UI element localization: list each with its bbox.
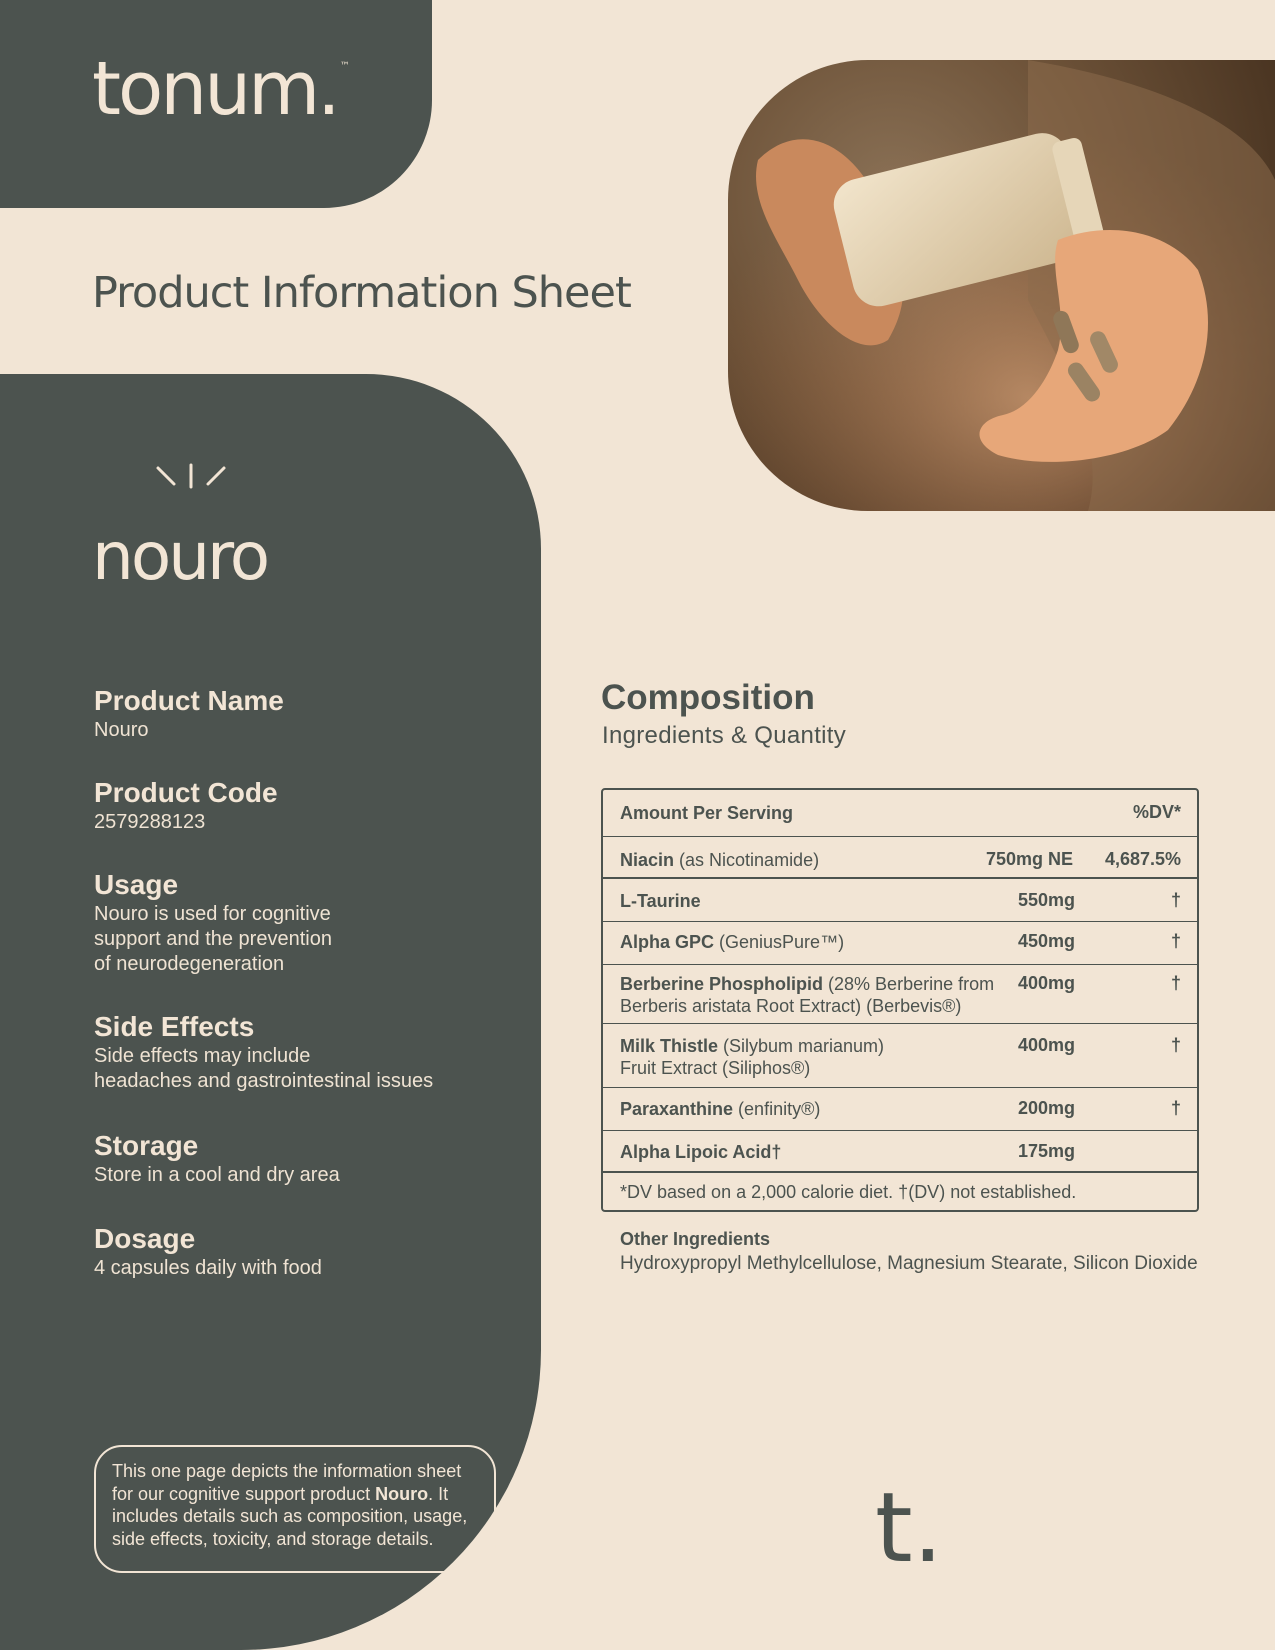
info-value: Nouro — [94, 719, 149, 741]
note-text-end: . It includes details such as composition, usage, side effects, toxicity, and storage details. — [112, 1483, 468, 1549]
product-info-list — [94, 684, 514, 1281]
note-product-name: Nouro — [375, 1483, 429, 1504]
info-dosage — [94, 1222, 514, 1281]
composition-subtitle: Ingredients & Quantity — [602, 722, 847, 749]
ingredient-amount: 175mg — [1018, 1141, 1076, 1161]
info-side-effects — [94, 1010, 514, 1129]
ingredient-dv: † — [1170, 1098, 1181, 1118]
amount-per-serving-label: Amount Per Serving — [620, 803, 794, 823]
info-label: Side Effects — [94, 1011, 255, 1042]
ingredient-detail: (GeniusPure™) — [714, 932, 845, 952]
ingredient-detail: (28% Berberine from Berberis aristata Root Extract) (Berbevis®) — [620, 974, 995, 1016]
ingredient-name: Paraxanthine — [620, 1099, 734, 1119]
info-label: Product Code — [94, 777, 278, 808]
footer-brand-mark: t. — [875, 1472, 944, 1584]
info-label: Usage — [94, 869, 179, 900]
table-row — [603, 837, 1197, 879]
ingredient-dv: † — [1170, 931, 1181, 951]
brand-header-block — [0, 0, 432, 208]
ingredient-amount: 450mg — [1018, 931, 1076, 951]
note-text: This one page depicts the information sheet for our cognitive support product — [112, 1461, 462, 1504]
info-usage — [94, 868, 514, 1010]
table-row — [603, 1131, 1197, 1173]
info-value: Store in a cool and dry area — [94, 1164, 340, 1186]
ingredient-amount: 200mg — [1018, 1098, 1076, 1118]
info-value: 4 capsules daily with food — [94, 1257, 322, 1279]
ingredient-name: Alpha GPC — [620, 932, 715, 952]
description-note — [94, 1445, 496, 1573]
ingredient-amount: 750mg NE — [986, 849, 1074, 869]
table-row — [603, 879, 1197, 922]
table-row — [603, 922, 1197, 965]
ingredient-name: Alpha Lipoic Acid† — [620, 1142, 782, 1162]
ingredient-detail: (Silybum marianum) Fruit Extract (Siliphos®) — [620, 1036, 885, 1078]
product-wordmark: nouro — [92, 518, 268, 595]
other-ingredients-title: Other Ingredients — [620, 1229, 771, 1249]
dv-label: %DV* — [1132, 802, 1181, 822]
brand-logo: tonum. ™ — [92, 46, 350, 132]
table-row — [603, 1024, 1197, 1088]
composition-table — [601, 788, 1199, 1212]
table-row — [603, 965, 1197, 1024]
info-value: 2579288123 — [94, 811, 206, 833]
info-label: Product Name — [94, 685, 284, 716]
info-product-name — [94, 684, 514, 776]
ingredient-name: Milk Thistle — [620, 1036, 719, 1056]
other-ingredients-list: Hydroxypropyl Methylcellulose, Magnesium Stearate, Silicon Dioxide — [620, 1253, 1198, 1274]
ingredient-dv: † — [1170, 890, 1181, 910]
info-label: Storage — [94, 1130, 199, 1161]
info-storage — [94, 1129, 514, 1222]
info-label: Dosage — [94, 1223, 196, 1254]
ingredient-amount: 400mg — [1018, 1035, 1076, 1055]
product-photo-illustration — [728, 60, 1275, 511]
ingredient-dv: 4,687.5% — [1104, 849, 1181, 869]
info-value: Nouro is used for cognitive support and the prevention of neurodegeneration — [94, 903, 332, 975]
ingredient-amount: 400mg — [1018, 973, 1076, 993]
info-value: Side effects may include headaches and gastrointestinal issues — [94, 1045, 434, 1092]
trademark-symbol: ™ — [339, 61, 350, 72]
composition-title: Composition — [601, 678, 815, 717]
ingredient-dv: † — [1170, 973, 1181, 993]
ingredient-dv: † — [1170, 1035, 1181, 1055]
table-row — [603, 1088, 1197, 1131]
rays-icon — [154, 462, 228, 492]
ingredient-amount: 550mg — [1018, 890, 1076, 910]
ingredient-detail: (as Nicotinamide) — [674, 850, 820, 870]
dv-footnote: *DV based on a 2,000 calorie diet. †(DV) not established. — [620, 1182, 1077, 1202]
ingredient-name: Niacin — [620, 850, 675, 870]
ingredient-detail: (enfinity®) — [733, 1099, 821, 1119]
info-product-code — [94, 776, 514, 868]
page-title: Product Information Sheet — [92, 268, 631, 318]
table-footnote-row — [603, 1173, 1197, 1210]
table-header-row — [603, 790, 1197, 837]
ingredient-name: Berberine Phospholipid — [620, 974, 824, 994]
product-photo — [728, 60, 1275, 511]
ingredient-name: L-Taurine — [620, 891, 701, 911]
